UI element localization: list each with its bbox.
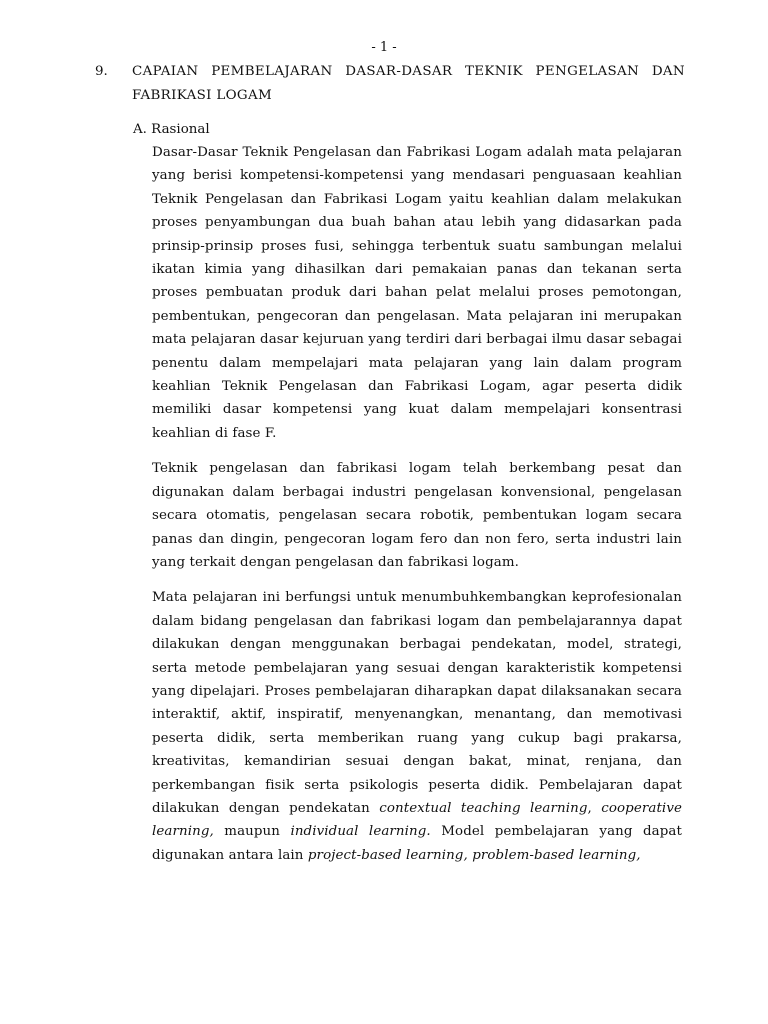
paragraph-3-text-4: Model pembelajaran yang dapat digunakan antara lain [152, 824, 682, 863]
page-number: - 1 - [371, 40, 397, 55]
paragraph-3-text-3: maupun [213, 824, 291, 840]
section-heading: A. Rasional [133, 122, 210, 137]
chapter-heading [95, 60, 685, 107]
paragraph-3 [152, 586, 682, 867]
chapter-number: 9. [95, 64, 108, 79]
paragraph-3-italic-3: individual learning. [290, 824, 431, 840]
paragraph-3-text-2: , [587, 800, 602, 816]
chapter-title: CAPAIAN PEMBELAJARAN DASAR-DASAR TEKNIK PENGELASAN DAN FABRIKASI LOGAM [132, 64, 685, 103]
section-body [152, 141, 682, 879]
paragraph-1: Dasar-Dasar Teknik Pengelasan dan Fabrikasi Logam adalah mata pelajaran yang berisi kompetensi-kompetensi yang mendasari penguasaan keahlian Teknik Pengelasan dan Fabrikasi Logam yaitu keahlian dalam melakukan proses penyambungan dua buah bahan atau lebih yang didasarkan pada prinsip-prinsip proses fusi, sehingga terbentuk suatu sambungan melalui ikatan kimia yang dihasilkan dari pemakaian panas dan tekanan serta proses pembuatan produk dari bahan pelat melalui proses pemotongan, pembentukan, pengecoran dan pengelasan. Mata pelajaran ini merupakan mata pelajaran dasar kejuruan yang terdiri dari berbagai ilmu dasar sebagai penentu dalam mempelajari mata pelajaran yang lain dalam program keahlian Teknik Pengelasan dan Fabrikasi Logam, agar peserta didik memiliki dasar kompetensi yang kuat dalam mempelajari konsentrasi keahlian di fase F. [152, 145, 682, 441]
paragraph-3-italic-4: project-based learning, problem-based learning, [307, 847, 641, 863]
paragraph-2: Teknik pengelasan dan fabrikasi logam telah berkembang pesat dan digunakan dalam berbagai industri pengelasan konvensional, pengelasan secara otomatis, pengelasan secara robotik, pembentukan logam secara panas dan dingin, pengecoran logam fero dan non fero, serta industri lain yang terkait dengan pengelasan dan fabrikasi logam. [152, 461, 682, 570]
paragraph-3-italic-2: cooperative learning, [152, 800, 683, 840]
paragraph-3-text-1: Mata pelajaran ini berfungsi untuk menumbuhkembangkan keprofesionalan dalam bidang pengelasan dan fabrikasi logam dan pembelajarannya dapat dilakukan dengan menggunakan berbagai pendekatan, model, strategi, serta metode pembelajaran yang sesuai dengan karakteristik kompetensi yang dipelajari. Proses pembelajaran diharapkan dapat dilaksanakan secara interaktif, aktif, inspiratif, menyenangkan, menantang, dan memotivasi peserta didik, serta memberikan ruang yang cukup bagi prakarsa, kreativitas, kemandirian sesuai dengan bakat, minat, renjana, dan perkembangan fisik serta psikologis peserta didik. Pembelajaran dapat dilakukan dengan pendekatan [152, 590, 682, 816]
paragraph-3-italic-1: contextual teaching learning [379, 800, 588, 816]
